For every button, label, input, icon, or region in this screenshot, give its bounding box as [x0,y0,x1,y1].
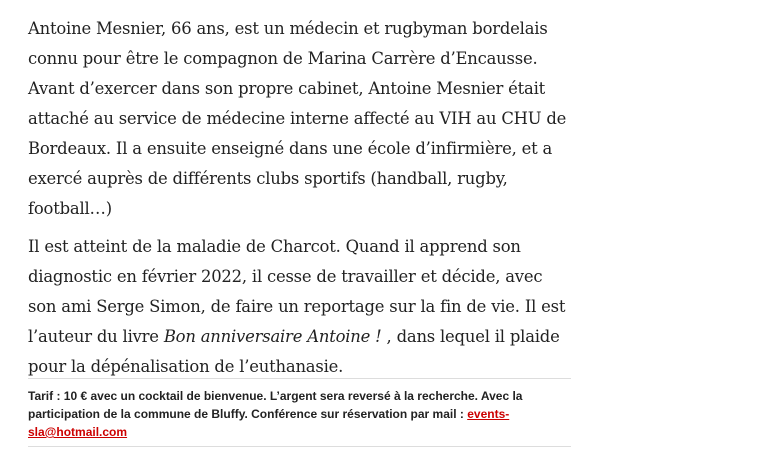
book-title: Bon anniversaire Antoine ! [163,327,382,346]
event-info-box [28,378,571,447]
paragraph-2-text-start: Il est atteint de la maladie de Charcot. Quand il apprend son diagnostic en février 2022, il cesse de travailler et décide, avec son ami Serge Simon, de faire un reportage sur la fin de vie. Il est l’auteur du livre [28,237,566,346]
article-paragraph-2 [28,232,573,382]
article-body [28,14,573,390]
paragraph-2-text-end: , dans lequel il plaide pour la dépénalisation de l’euthanasie. [28,327,560,376]
article-paragraph-1: Antoine Mesnier, 66 ans, est un médecin et rugbyman bordelais connu pour être le compagnon de Marina Carrère d’Encausse. Avant d’exercer dans son propre cabinet, Antoine Mesnier était attaché au service de médecine interne affecté au VIH au CHU de Bordeaux. Il a ensuite enseigné dans une école d’infirmière, et a exercé auprès de différents clubs sportifs (handball, rugby, football…) [28,19,567,218]
email-link[interactable]: events-sla@hotmail.com [28,407,510,439]
event-info-text: Tarif : 10 € avec un cocktail de bienvenue. L’argent sera reversé à la recherche. Avec la participation de la commune de Bluffy. Conférence sur réservation par mail : [28,389,523,421]
